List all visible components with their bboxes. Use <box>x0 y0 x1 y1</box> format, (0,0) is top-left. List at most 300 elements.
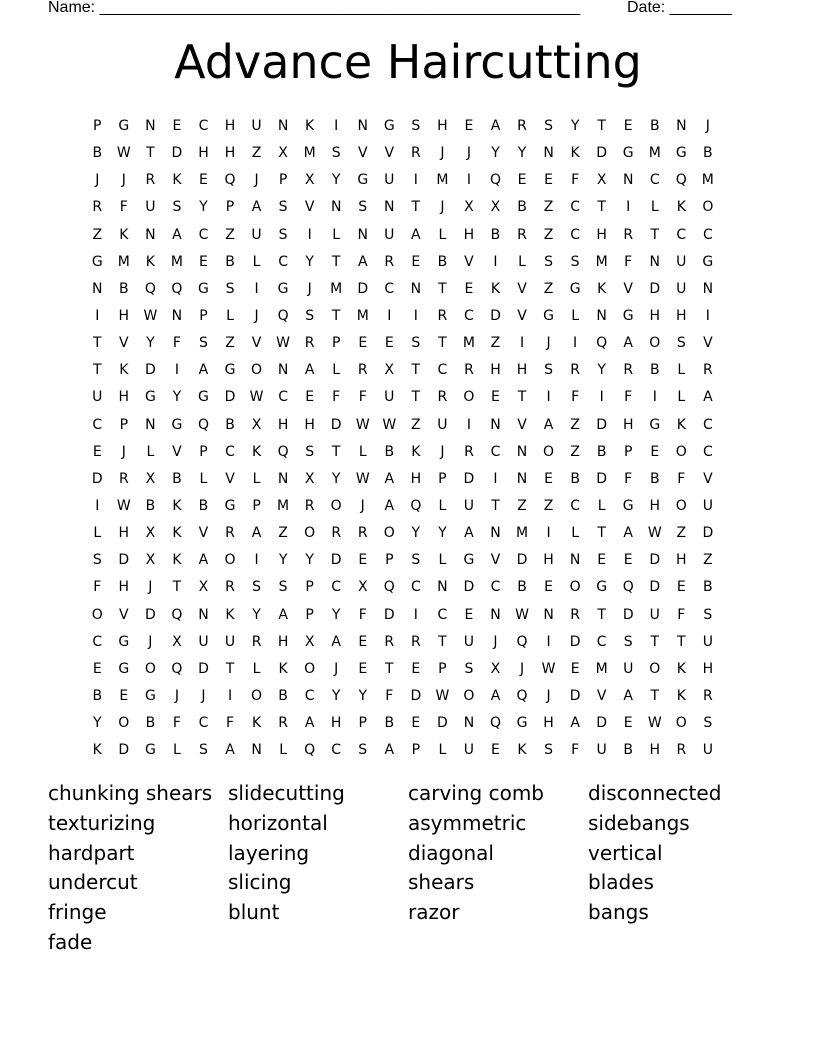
grid-letter[interactable]: D <box>516 552 528 569</box>
grid-letter[interactable]: I <box>573 335 578 352</box>
grid-letter[interactable]: R <box>437 389 448 406</box>
grid-letter[interactable]: U <box>702 742 713 759</box>
grid-letter[interactable]: L <box>438 742 447 759</box>
grid-letter[interactable]: R <box>384 633 395 650</box>
grid-letter[interactable]: R <box>304 497 315 514</box>
grid-letter[interactable]: E <box>92 660 102 677</box>
grid-letter[interactable]: C <box>702 443 713 460</box>
grid-letter[interactable]: T <box>517 389 527 406</box>
grid-letter[interactable]: E <box>517 172 527 189</box>
grid-letter[interactable]: B <box>649 470 660 487</box>
grid-letter[interactable]: E <box>650 443 660 460</box>
grid-letter[interactable]: Z <box>517 497 527 514</box>
grid-letter[interactable]: C <box>198 226 209 243</box>
grid-letter[interactable]: N <box>357 118 368 134</box>
grid-letter[interactable]: T <box>172 579 182 596</box>
grid-letter[interactable]: H <box>410 470 422 487</box>
grid-letter[interactable]: G <box>277 280 289 297</box>
grid-letter[interactable]: R <box>92 199 103 216</box>
grid-letter[interactable]: N <box>463 715 475 732</box>
grid-letter[interactable]: G <box>198 280 209 297</box>
grid-letter[interactable]: F <box>332 389 341 406</box>
grid-letter[interactable]: O <box>463 389 475 406</box>
grid-letter[interactable]: J <box>95 172 100 189</box>
grid-letter[interactable]: A <box>198 362 209 379</box>
grid-letter[interactable]: Z <box>703 552 713 569</box>
grid-letter[interactable]: D <box>118 552 130 569</box>
grid-letter[interactable]: J <box>174 687 179 704</box>
grid-letter[interactable]: G <box>357 172 369 189</box>
grid-letter[interactable]: P <box>252 497 261 514</box>
grid-letter[interactable]: S <box>544 253 554 270</box>
grid-letter[interactable]: I <box>413 307 418 324</box>
grid-letter[interactable]: D <box>569 633 581 650</box>
grid-letter[interactable]: R <box>278 715 288 732</box>
grid-letter[interactable]: T <box>331 307 341 324</box>
grid-letter[interactable]: H <box>463 226 475 243</box>
grid-letter[interactable]: I <box>95 497 100 514</box>
grid-letter[interactable]: R <box>225 525 235 542</box>
grid-letter[interactable]: R <box>118 470 129 487</box>
grid-letter[interactable]: B <box>649 118 660 134</box>
grid-letter[interactable]: V <box>703 470 713 487</box>
grid-letter[interactable]: C <box>331 579 342 596</box>
grid-letter[interactable]: Q <box>489 172 501 189</box>
grid-letter[interactable]: R <box>464 362 474 379</box>
grid-letter[interactable]: T <box>650 633 660 650</box>
grid-letter[interactable]: L <box>571 525 580 542</box>
grid-letter[interactable]: X <box>464 199 474 216</box>
grid-letter[interactable]: Y <box>570 118 580 134</box>
grid-letter[interactable]: L <box>571 307 580 324</box>
grid-letter[interactable]: K <box>278 660 288 677</box>
grid-letter[interactable]: S <box>92 552 102 569</box>
grid-letter[interactable]: H <box>543 715 554 732</box>
grid-letter[interactable]: X <box>304 172 315 189</box>
grid-letter[interactable]: O <box>91 606 103 623</box>
grid-letter[interactable]: G <box>649 416 661 433</box>
grid-letter[interactable]: V <box>304 199 315 216</box>
grid-letter[interactable]: H <box>622 416 634 433</box>
grid-letter[interactable]: G <box>144 389 156 406</box>
grid-letter[interactable]: D <box>224 389 236 406</box>
grid-letter[interactable]: S <box>331 145 341 162</box>
grid-letter[interactable]: R <box>304 335 315 352</box>
grid-letter[interactable]: I <box>705 307 710 324</box>
grid-letter[interactable]: W <box>382 416 397 433</box>
grid-letter[interactable]: T <box>677 633 686 650</box>
grid-letter[interactable]: E <box>544 470 553 487</box>
grid-letter[interactable]: A <box>304 715 315 732</box>
grid-letter[interactable]: K <box>172 525 182 542</box>
grid-letter[interactable]: C <box>676 226 687 243</box>
grid-letter[interactable]: N <box>490 416 501 433</box>
grid-letter[interactable]: H <box>304 416 315 433</box>
grid-letter[interactable]: C <box>702 226 713 243</box>
grid-letter[interactable]: E <box>464 280 474 297</box>
grid-letter[interactable]: G <box>91 253 103 270</box>
grid-letter[interactable]: H <box>277 633 289 650</box>
grid-letter[interactable]: X <box>357 579 368 596</box>
grid-letter[interactable]: L <box>226 307 234 324</box>
grid-letter[interactable]: T <box>597 606 606 623</box>
grid-letter[interactable]: K <box>676 660 686 677</box>
grid-letter[interactable]: G <box>224 362 236 379</box>
grid-letter[interactable]: R <box>225 579 235 596</box>
grid-letter[interactable]: R <box>702 687 713 704</box>
grid-letter[interactable]: W <box>143 307 158 324</box>
grid-letter[interactable]: Y <box>146 335 155 352</box>
grid-letter[interactable]: N <box>490 525 501 542</box>
grid-letter[interactable]: J <box>201 687 206 704</box>
grid-letter[interactable]: C <box>464 307 474 324</box>
grid-letter[interactable]: Q <box>675 172 687 189</box>
grid-letter[interactable]: D <box>144 606 156 623</box>
grid-letter[interactable]: Z <box>676 525 687 542</box>
grid-letter[interactable]: P <box>119 416 129 433</box>
grid-letter[interactable]: A <box>623 687 633 704</box>
grid-letter[interactable]: K <box>570 145 580 162</box>
grid-letter[interactable]: N <box>357 226 368 243</box>
grid-letter[interactable]: U <box>251 226 262 243</box>
grid-letter[interactable]: G <box>144 742 156 759</box>
grid-letter[interactable]: V <box>517 280 527 297</box>
grid-letter[interactable]: X <box>145 552 156 569</box>
grid-letter[interactable]: C <box>570 199 580 216</box>
grid-letter[interactable]: X <box>490 199 501 216</box>
grid-letter[interactable]: N <box>622 172 634 189</box>
grid-letter[interactable]: E <box>623 552 633 569</box>
grid-letter[interactable]: X <box>172 633 182 650</box>
grid-letter[interactable]: H <box>118 389 130 406</box>
grid-letter[interactable]: B <box>145 497 156 514</box>
grid-letter[interactable]: F <box>624 253 633 270</box>
grid-letter[interactable]: U <box>463 633 475 650</box>
grid-letter[interactable]: S <box>411 335 421 352</box>
grid-letter[interactable]: U <box>623 660 634 677</box>
grid-letter[interactable]: J <box>121 443 126 460</box>
grid-letter[interactable]: D <box>649 579 661 596</box>
grid-letter[interactable]: S <box>278 199 288 216</box>
grid-letter[interactable]: F <box>93 579 102 596</box>
grid-letter[interactable]: O <box>330 497 342 514</box>
grid-letter[interactable]: A <box>490 118 501 134</box>
grid-letter[interactable]: Z <box>411 416 421 433</box>
grid-letter[interactable]: N <box>277 118 289 134</box>
grid-letter[interactable]: S <box>225 280 235 297</box>
grid-letter[interactable]: Z <box>490 335 501 352</box>
grid-letter[interactable]: U <box>463 497 475 514</box>
grid-letter[interactable]: U <box>224 633 236 650</box>
grid-letter[interactable]: O <box>675 497 687 514</box>
grid-letter[interactable]: M <box>170 253 183 270</box>
grid-letter[interactable]: W <box>276 335 291 352</box>
grid-letter[interactable]: R <box>570 362 580 379</box>
grid-letter[interactable]: J <box>493 633 498 650</box>
grid-letter[interactable]: I <box>626 199 631 216</box>
grid-letter[interactable]: D <box>383 606 395 623</box>
grid-letter[interactable]: N <box>649 253 660 270</box>
grid-letter[interactable]: G <box>118 118 130 134</box>
grid-letter[interactable]: Q <box>516 633 528 650</box>
grid-letter[interactable]: A <box>357 253 368 270</box>
grid-letter[interactable]: A <box>570 715 580 732</box>
grid-letter[interactable]: G <box>569 280 581 297</box>
grid-letter[interactable]: S <box>278 579 288 596</box>
grid-letter[interactable]: S <box>411 118 421 134</box>
grid-letter[interactable]: B <box>384 715 395 732</box>
grid-letter[interactable]: A <box>384 470 395 487</box>
grid-letter[interactable]: Y <box>199 199 208 216</box>
grid-letter[interactable]: H <box>198 145 209 162</box>
grid-letter[interactable]: V <box>517 307 527 324</box>
grid-letter[interactable]: V <box>517 416 527 433</box>
grid-letter[interactable]: D <box>702 525 714 542</box>
grid-letter[interactable]: I <box>254 552 259 569</box>
grid-letter[interactable]: C <box>410 579 421 596</box>
grid-letter[interactable]: Y <box>331 470 341 487</box>
grid-letter[interactable]: U <box>198 633 209 650</box>
grid-letter[interactable]: T <box>411 199 421 216</box>
grid-letter[interactable]: K <box>597 280 607 297</box>
grid-letter[interactable]: N <box>198 606 209 623</box>
grid-letter[interactable]: J <box>440 443 445 460</box>
grid-letter[interactable]: I <box>387 307 392 324</box>
grid-letter[interactable]: E <box>491 742 500 759</box>
grid-letter[interactable]: Y <box>331 606 341 623</box>
grid-letter[interactable]: I <box>413 172 418 189</box>
grid-letter[interactable]: U <box>676 253 687 270</box>
grid-letter[interactable]: A <box>464 525 474 542</box>
grid-letter[interactable]: D <box>569 687 581 704</box>
grid-letter[interactable]: K <box>145 253 155 270</box>
grid-letter[interactable]: N <box>702 280 714 297</box>
grid-letter[interactable]: P <box>93 118 102 134</box>
grid-letter[interactable]: K <box>172 172 182 189</box>
grid-letter[interactable]: D <box>171 145 183 162</box>
grid-letter[interactable]: P <box>438 660 447 677</box>
grid-letter[interactable]: G <box>118 633 130 650</box>
grid-letter[interactable]: F <box>172 715 181 732</box>
grid-letter[interactable]: G <box>118 660 130 677</box>
grid-letter[interactable]: O <box>251 687 263 704</box>
grid-letter[interactable]: N <box>490 606 501 623</box>
grid-letter[interactable]: J <box>466 145 471 162</box>
grid-letter[interactable]: Y <box>358 687 368 704</box>
grid-letter[interactable]: D <box>649 552 661 569</box>
grid-letter[interactable]: V <box>119 335 129 352</box>
grid-letter[interactable]: D <box>622 606 634 623</box>
grid-letter[interactable]: T <box>331 253 341 270</box>
grid-letter[interactable]: A <box>411 226 421 243</box>
grid-letter[interactable]: Z <box>225 226 235 243</box>
grid-letter[interactable]: V <box>172 443 182 460</box>
grid-letter[interactable]: J <box>334 660 339 677</box>
grid-letter[interactable]: B <box>92 145 103 162</box>
grid-letter[interactable]: H <box>676 307 687 324</box>
grid-letter[interactable]: D <box>463 579 475 596</box>
grid-letter[interactable]: C <box>198 715 209 732</box>
grid-letter[interactable]: G <box>543 307 554 324</box>
grid-letter[interactable]: B <box>384 443 395 460</box>
grid-letter[interactable]: T <box>411 389 421 406</box>
grid-letter[interactable]: P <box>438 470 447 487</box>
grid-letter[interactable]: E <box>464 118 474 134</box>
grid-letter[interactable]: T <box>438 633 447 650</box>
grid-letter[interactable]: V <box>490 552 501 569</box>
grid-letter[interactable]: Z <box>543 497 554 514</box>
grid-letter[interactable]: H <box>224 118 236 134</box>
grid-letter[interactable]: R <box>517 226 527 243</box>
grid-letter[interactable]: Z <box>278 525 288 542</box>
grid-letter[interactable]: B <box>490 226 501 243</box>
grid-letter[interactable]: Q <box>224 172 236 189</box>
grid-letter[interactable]: F <box>677 470 686 487</box>
grid-letter[interactable]: I <box>546 525 551 542</box>
grid-letter[interactable]: R <box>251 633 262 650</box>
grid-letter[interactable]: V <box>119 606 129 623</box>
grid-letter[interactable]: E <box>623 715 633 732</box>
grid-letter[interactable]: N <box>516 443 528 460</box>
grid-letter[interactable]: B <box>225 253 235 270</box>
grid-letter[interactable]: M <box>595 253 608 270</box>
grid-letter[interactable]: U <box>676 280 687 297</box>
grid-letter[interactable]: A <box>331 633 341 650</box>
grid-letter[interactable]: S <box>411 552 421 569</box>
grid-letter[interactable]: T <box>597 199 606 216</box>
grid-letter[interactable]: Z <box>92 226 103 243</box>
grid-letter[interactable]: T <box>92 335 102 352</box>
grid-letter[interactable]: O <box>224 552 236 569</box>
grid-letter[interactable]: U <box>384 389 395 406</box>
grid-letter[interactable]: L <box>677 389 686 406</box>
grid-letter[interactable]: S <box>199 742 208 759</box>
grid-letter[interactable]: P <box>411 742 421 759</box>
grid-letter[interactable]: M <box>515 525 529 542</box>
grid-letter[interactable]: L <box>252 253 261 270</box>
grid-letter[interactable]: O <box>675 715 687 732</box>
grid-letter[interactable]: A <box>198 552 209 569</box>
grid-letter[interactable]: E <box>358 660 368 677</box>
grid-letter[interactable]: C <box>570 497 580 514</box>
grid-letter[interactable]: Q <box>171 280 183 297</box>
grid-letter[interactable]: V <box>623 280 633 297</box>
grid-letter[interactable]: L <box>146 443 155 460</box>
grid-letter[interactable]: Z <box>225 335 235 352</box>
grid-letter[interactable]: Q <box>622 579 634 596</box>
grid-letter[interactable]: E <box>172 118 182 134</box>
grid-letter[interactable]: P <box>358 715 367 732</box>
grid-letter[interactable]: F <box>358 389 367 406</box>
grid-letter[interactable]: C <box>490 443 501 460</box>
grid-letter[interactable]: O <box>675 443 687 460</box>
grid-letter[interactable]: L <box>199 470 208 487</box>
grid-letter[interactable]: X <box>596 172 607 189</box>
grid-letter[interactable]: D <box>596 416 608 433</box>
grid-letter[interactable]: R <box>676 742 687 759</box>
grid-letter[interactable]: Y <box>172 389 182 406</box>
grid-letter[interactable]: I <box>334 118 339 134</box>
grid-letter[interactable]: T <box>331 443 341 460</box>
grid-letter[interactable]: C <box>278 389 288 406</box>
grid-letter[interactable]: A <box>543 416 554 433</box>
grid-letter[interactable]: U <box>384 172 395 189</box>
grid-letter[interactable]: T <box>146 145 155 162</box>
grid-letter[interactable]: E <box>358 335 368 352</box>
grid-letter[interactable]: S <box>570 253 580 270</box>
grid-letter[interactable]: C <box>225 443 235 460</box>
grid-letter[interactable]: H <box>516 362 528 379</box>
grid-letter[interactable]: B <box>119 280 129 297</box>
grid-letter[interactable]: K <box>119 226 129 243</box>
grid-letter[interactable]: B <box>649 362 660 379</box>
grid-letter[interactable]: O <box>383 525 395 542</box>
grid-letter[interactable]: J <box>148 633 153 650</box>
grid-letter[interactable]: C <box>304 687 315 704</box>
grid-letter[interactable]: F <box>624 389 633 406</box>
grid-letter[interactable]: W <box>116 497 131 514</box>
grid-letter[interactable]: K <box>251 443 262 460</box>
grid-letter[interactable]: H <box>118 307 130 324</box>
grid-letter[interactable]: N <box>569 552 581 569</box>
grid-letter[interactable]: B <box>92 687 103 704</box>
grid-letter[interactable]: V <box>198 525 209 542</box>
grid-letter[interactable]: J <box>519 660 525 677</box>
grid-letter[interactable]: B <box>703 579 713 596</box>
grid-letter[interactable]: Q <box>304 742 316 759</box>
grid-letter[interactable]: E <box>199 253 208 270</box>
grid-letter[interactable]: I <box>652 389 657 406</box>
grid-letter[interactable]: W <box>355 416 370 433</box>
grid-letter[interactable]: O <box>144 660 156 677</box>
grid-letter[interactable]: V <box>225 470 235 487</box>
grid-letter[interactable]: C <box>384 280 395 297</box>
grid-letter[interactable]: L <box>93 525 102 542</box>
grid-letter[interactable]: F <box>677 606 686 623</box>
grid-letter[interactable]: D <box>198 660 209 677</box>
grid-letter[interactable]: V <box>251 335 262 352</box>
grid-letter[interactable]: Y <box>411 525 421 542</box>
grid-letter[interactable]: Y <box>305 253 314 270</box>
grid-letter[interactable]: Y <box>92 715 102 732</box>
grid-letter[interactable]: T <box>597 525 606 542</box>
grid-letter[interactable]: W <box>116 145 131 162</box>
grid-letter[interactable]: E <box>464 606 474 623</box>
grid-letter[interactable]: R <box>623 226 634 243</box>
grid-letter[interactable]: Q <box>144 280 156 297</box>
grid-letter[interactable]: U <box>437 416 448 433</box>
name-field[interactable]: Name: ______________________________________________________ <box>48 0 581 16</box>
grid-letter[interactable]: G <box>622 307 634 324</box>
grid-letter[interactable]: H <box>649 742 661 759</box>
grid-letter[interactable]: I <box>227 687 233 704</box>
grid-letter[interactable]: J <box>440 145 445 162</box>
grid-letter[interactable]: S <box>199 335 208 352</box>
grid-letter[interactable]: N <box>145 226 156 243</box>
grid-letter[interactable]: Y <box>331 172 341 189</box>
grid-letter[interactable]: I <box>413 606 418 623</box>
grid-letter[interactable]: T <box>650 687 660 704</box>
grid-letter[interactable]: C <box>596 633 607 650</box>
grid-letter[interactable]: K <box>225 606 235 623</box>
grid-letter[interactable]: U <box>649 606 660 623</box>
grid-letter[interactable]: C <box>331 742 342 759</box>
grid-letter[interactable]: W <box>515 606 529 623</box>
grid-letter[interactable]: D <box>596 715 608 732</box>
grid-letter[interactable]: B <box>198 497 209 514</box>
grid-letter[interactable]: L <box>332 362 341 379</box>
grid-letter[interactable]: C <box>649 172 660 189</box>
